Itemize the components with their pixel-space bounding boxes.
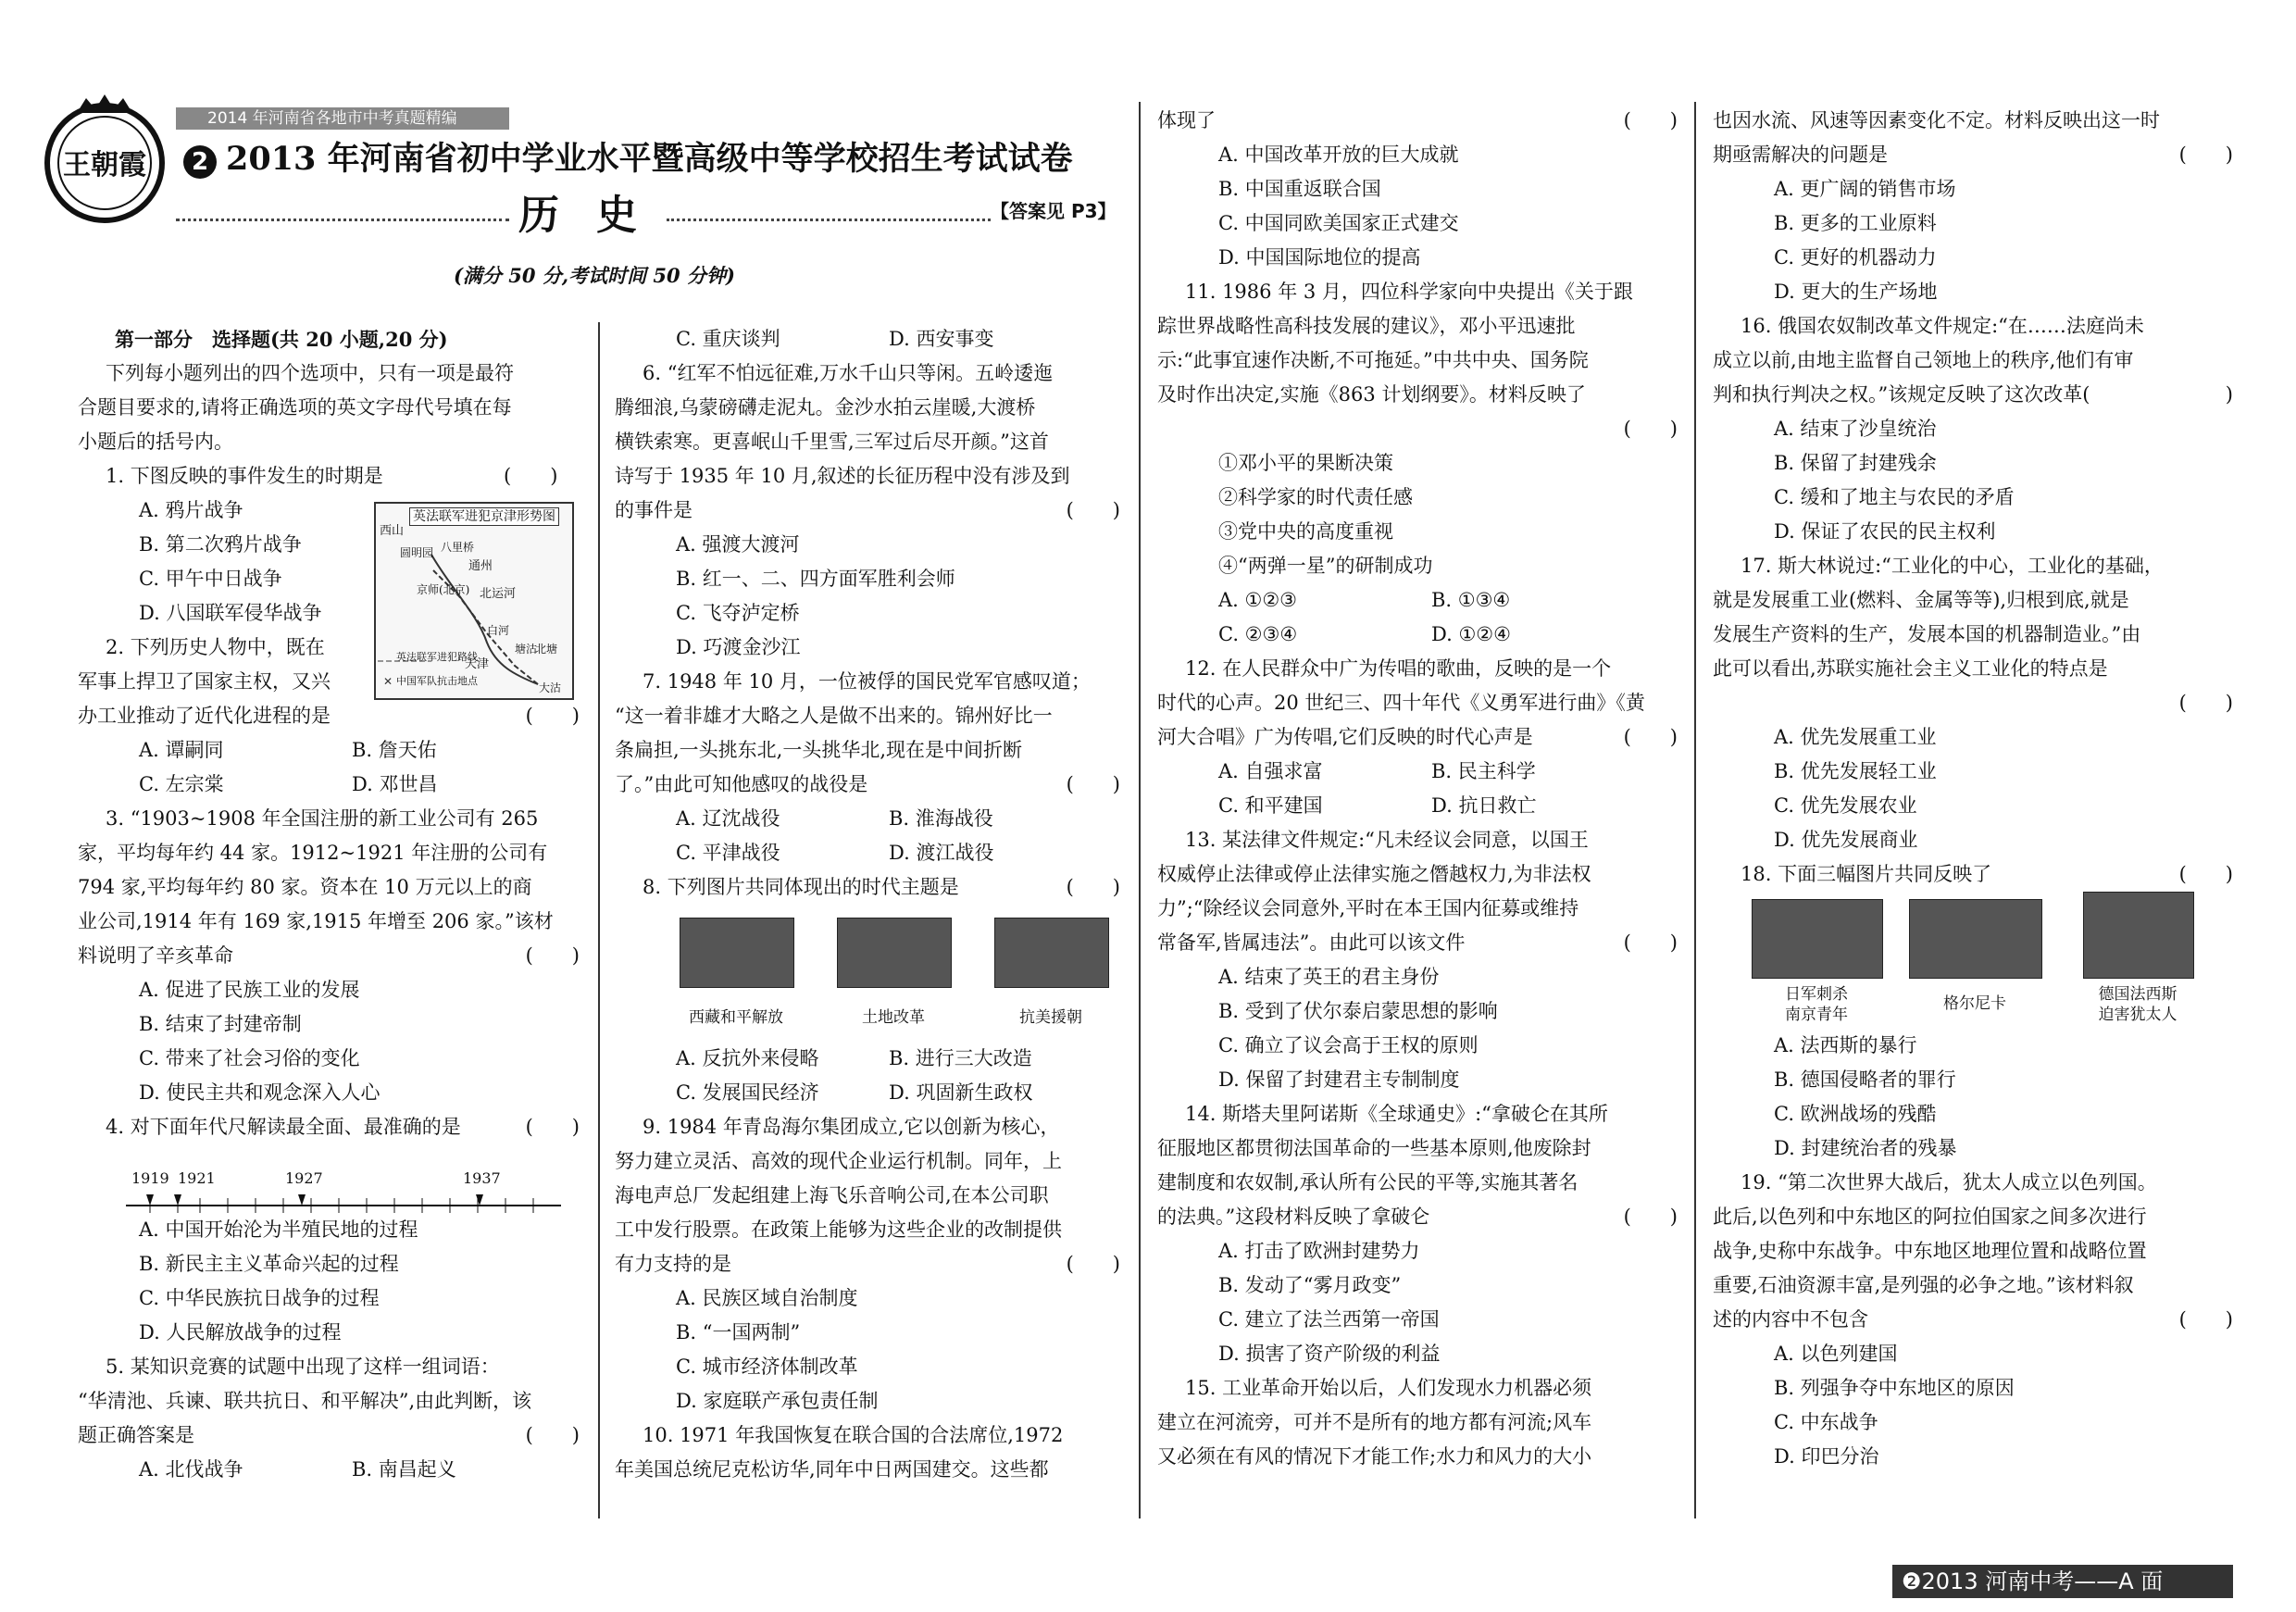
exam-title: 2 2013 年河南省初中学业水平暨高级中等学校招生考试试卷: [183, 133, 1073, 180]
column-2: C. 重庆谈判 D. 西安事变 6. “红军不怕远征难,万水千山只等闲。五岭逶迤 腾细浪,乌蒙磅礴走泥丸。金沙水拍云崖暖,大渡桥 横铁索寒。更喜岷山千里雪,三军过后尽开颜。”这首 诗写于 1935 年 10 月,叙述的长征历程中没有涉及到 的事件是 ( ) A. 强渡大渡河 B. 红一、二、四方面军胜利会师 C. 飞夺泸定桥 D. 巧渡金沙江 7. 1948 年 10 月，一位被俘的国民党军官感叹道； “这一着非雄才大略之人是做不出来的。锦州好比一 条扁担,一头挑东北,一头挑华北,现在是中间折断 了。”由此可知他感叹的战役是 ( ) A. 辽沈战役 B. 淮海战役 C. 平津战役 D. 渡江战役 8. 下列图片共同体现出的时代主题是 ( ) 西藏和平解放 土地改革 抗美援朝 A. 反抗外来侵略 B. 进行三大改造 C. 发展国民经济 D. 巩固新生政权 9. 1984 年青岛海尔集团成立,它以创新为核心， 努力建立灵活、高效的现代企业运行机制。同年，上 海电声总厂发起组建上海飞乐音响公司,在本公司职 工中发行股票。在政策上能够为这些企业的改制提供 有力支持的是 ( ) A. 民族区域自治制度 B. “一国两制” C. 城市经济体制改革 D. 家庭联产承包责任制 10. 1971 年我国恢复在联合国的合法席位,1972 年美国总统尼克松访华,同年中日两国建交。这些都: [615, 328, 1120, 1481]
subject-title: 历史: [518, 192, 674, 239]
svg-text:✕: ✕: [383, 675, 393, 688]
photo-guernica: [1909, 899, 2042, 979]
series-banner: 2014 年河南省各地市中考真题精编: [176, 107, 509, 130]
publisher-logo-seal: [35, 91, 174, 230]
page-footer: ❷2013 河南中考——A 面: [1892, 1565, 2233, 1598]
column-rule: [1139, 102, 1141, 1518]
timeline-year: 1919: [131, 1169, 169, 1187]
column-3: 体现了 ( ) A. 中国改革开放的巨大成就 B. 中国重返联合国 C. 中国同欧美国家正式建交 D. 中国国际地位的提高 11. 1986 年 3 月，四位科学家向中央提出《关于跟 踪世界战略性高科技发展的建议》，邓小平迅速批 示:“此事宜速作决断,不可拖延。”中共中央、国务院 及时作出决定,实施《863 计划纲要》。材料反映了 ( ) ①邓小平的果断决策 ②科学家的时代责任感 ③党中央的高度重视 ④“两弹一星”的研制成功 A. ①②③ B. ①③④ C. ②③④ D. ①②④ 12. 在人民群众中广为传唱的歌曲，反映的是一个 时代的心声。20 世纪三、四十年代《义勇军进行曲》《黄 河大合唱》广为传唱,它们反映的时代心声是 ( ) A. 自强求富 B. 民主科学 C. 和平建国 D. 抗日救亡 13. 某法律文件规定:“凡未经议会同意，以国王 权威停止法律或停止法律实施之僭越权力,为非法权 力”;“除经议会同意外,平时在本王国内征募或维持 常备军,皆属违法”。由此可以该文件 ( ) A. 结束了英王的君主身份 B. 受到了伏尔泰启蒙思想的影响 C. 确立了议会高于王权的原则 D. 保留了封建君主专制制度 14. 斯塔夫里阿诺斯《全球通史》:“拿破仑在其所 征服地区都贯彻法国革命的一些基本原则,他废除封 建制度和农奴制,承认所有公民的平等,实施其著名 的法典。”这段材料反映了拿破仑 ( ) A. 打击了欧洲封建势力 B. 发动了“雾月政变” C. 建立了法兰西第一帝国 D. 损害了资产阶级的利益 15. 工业革命开始以后，人们发现水力机器必须 建立在河流旁，可并不是所有的地方都有河流;风车 又必须在有风的情况下才能工作;水力和风力的大小: [1157, 109, 1678, 1468]
photo-korea: [994, 918, 1109, 988]
q8-photos: [615, 905, 1120, 1007]
column-4: 也因水流、风速等因素变化不定。材料反映出这一时 期亟需解决的问题是 ( ) A. 更广阔的销售市场 B. 更多的工业原料 C. 更好的机器动力 D. 更大的生产场地 16. 俄国农奴制改革文件规定:“在……法庭尚未 成立以前,由地主监督自己领地上的秩序,他们有审 判和执行判决之权。”该规定反映了这次改革( ) A. 结束了沙皇统治 B. 保留了封建残余 C. 缓和了地主与农民的矛盾 D. 保证了农民的民主权利 17. 斯大林说过:“工业化的中心，工业化的基础， 就是发展重工业(燃料、金属等等),归根到底,就是 发展生产资料的生产，发展本国的机器制造业。”由 此可以看出,苏联实施社会主义工业化的特点是 ( ) A. 优先发展重工业 B. 优先发展轻工业 C. 优先发展农业 D. 优先发展商业 18. 下面三幅图片共同反映了 ( ) 日军刺杀 南京青年 格尔尼卡 德国法西斯 迫害犹太人 A. 法西斯的暴行 B. 德国侵略者的罪行 C. 欧洲战场的残酷 D. 封建统治者的残暴 19. “第二次世界大战后，犹太人成立以色列国。 此后,以色列和中东地区的阿拉伯国家之间多次进行 战争,史称中东战争。中东地区地理位置和战略位置 重要,石油资源丰富,是列强的必争之地。”该材料叙 述的内容中不包含 ( ) A. 以色列建国 B. 列强争夺中东地区的原因 C. 中东战争 D. 印巴分治: [1713, 109, 2233, 1468]
timeline-year: 1937: [463, 1169, 501, 1187]
q18-photos: [1713, 892, 2233, 984]
column-rule: [598, 322, 600, 1518]
timeline-year: 1927: [285, 1169, 323, 1187]
paper-number: 2: [183, 145, 217, 179]
photo-nanjing: [1752, 899, 1883, 979]
exam-note: (满分 50 分,考试时间 50 分钟): [454, 264, 735, 287]
timeline-year: 1921: [178, 1169, 216, 1187]
column-rule: [1694, 102, 1696, 1518]
column-1: 第一部分 选择题(共 20 小题,20 分) 下列每小题列出的四个选项中，只有一项是最符 合题目要求的,请将正确选项的英文字母代号填在每 小题后的括号内。 1. 下图反映的事件发生的时期是 ( ) A. 鸦片战争 B. 第二次鸦片战争 C. 甲午中日战争 D. 八国联军侵华战争 2. 下列历史人物中，既在 军事上捍卫了国家主权，又兴 办工业推动了近代化进程的是 ( ) A. 谭嗣同 B. 詹天佑 C. 左宗棠 D. 邓世昌 3. “1903~1908 年全国注册的新工业公司有 265 家，平均每年约 44 家。1912~1921 年注册的公司有 794 家,平均每年约 80 家。资本在 10 万元以上的商 业公司,1914 年有 169 家,1915 年增至 206 家。”该材 料说明了辛亥革命 ( ) A. 促进了民族工业的发展 B. 结束了封建帝制 C. 带来了社会习俗的变化 D. 使民主共和观念深入人心 4. 对下面年代尺解读最全面、最准确的是 ( ) A. 中国开始沦为半殖民地的过程 B. 新民主主义革命兴起的过程 C. 中华民族抗日战争的过程 D. 人民解放战争的过程 5. 某知识竞赛的试题中出现了这样一组词语： “华清池、兵谏、联共抗日、和平解决”,由此判断，该 题正确答案是 ( ) A. 北伐战争 B. 南昌起义: [78, 322, 580, 1487]
divider-right: [667, 219, 991, 221]
photo-tibet: [680, 918, 794, 988]
svg-text:王朝霞: 王朝霞: [63, 149, 146, 181]
photo-persecution: [2083, 892, 2194, 979]
photo-land-reform: [837, 918, 952, 988]
q4-timeline: [126, 1165, 561, 1220]
answer-reference: 【答案见 P3】: [991, 200, 1117, 222]
map-anglo-french-invasion: 英法联军进犯京津形势图 ✕ 西山 圆明园 八里桥 通州 京师(北京) 北运河 天津 白河 塘沽 北塘 大沽 英法联军进犯路线 中国军队抗击地点: [374, 502, 574, 700]
section-heading: 第一部分 选择题(共 20 小题,20 分): [115, 328, 448, 351]
q1: 1. 下图反映的事件发生的时期是 ( ): [106, 465, 558, 487]
divider-left: [176, 219, 509, 221]
